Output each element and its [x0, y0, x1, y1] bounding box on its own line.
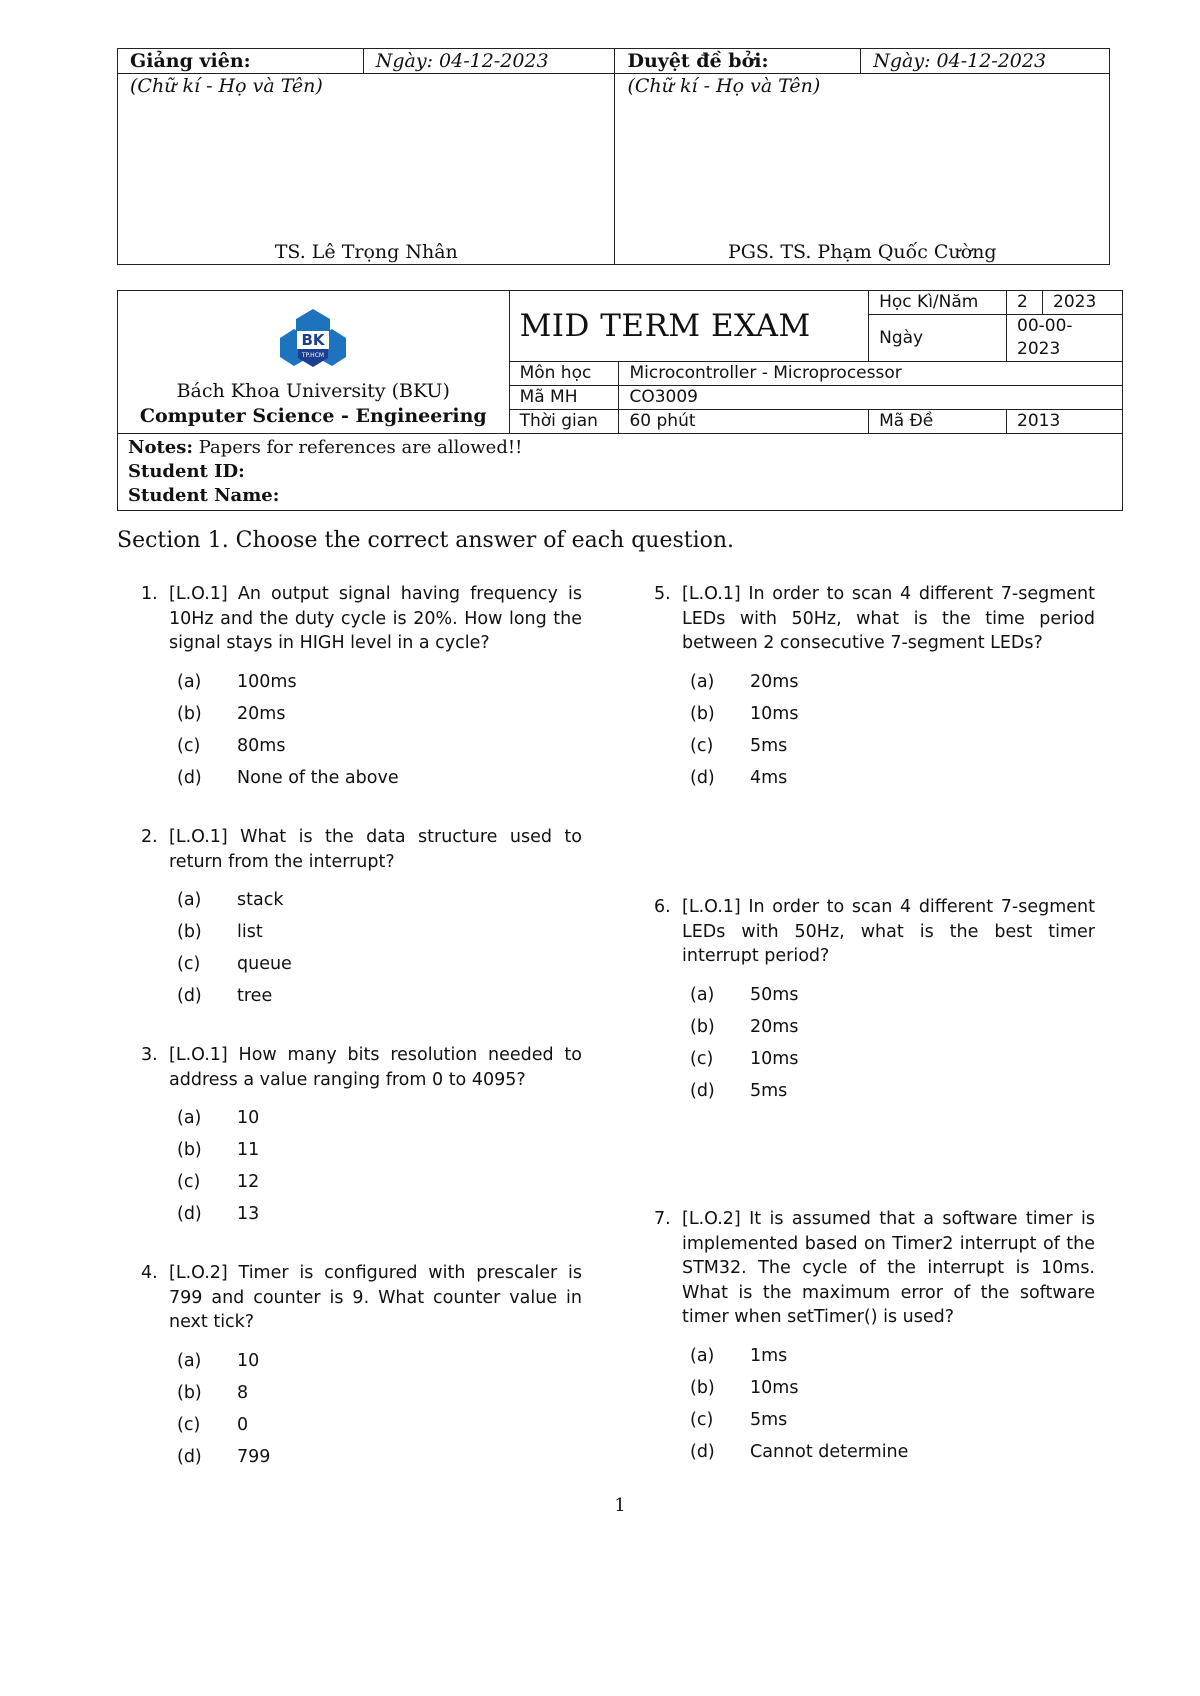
option-text: 20ms	[750, 671, 799, 692]
options-list	[117, 884, 582, 1012]
question-3	[117, 1043, 582, 1230]
page-number: 1	[614, 1495, 626, 1516]
options-list	[117, 1102, 582, 1230]
semester-value: 2	[1007, 291, 1043, 315]
question-4	[117, 1261, 582, 1473]
option-text: 1ms	[750, 1345, 788, 1366]
option-text: Cannot determine	[750, 1441, 909, 1462]
option-d	[117, 1198, 582, 1230]
option-label: (a)	[177, 1350, 202, 1371]
option-text: 5ms	[750, 1080, 788, 1101]
logo-subtext: TP.HCM	[302, 352, 325, 359]
option-a	[630, 666, 1095, 698]
option-c	[117, 1409, 582, 1441]
option-label: (d)	[690, 767, 715, 788]
student-id-label: Student ID:	[128, 461, 245, 482]
option-text: 0	[237, 1414, 249, 1435]
question-number: 2.	[141, 827, 158, 847]
option-d	[630, 762, 1095, 794]
option-label: (a)	[177, 671, 202, 692]
option-text: tree	[237, 986, 273, 1006]
option-label: (a)	[690, 671, 715, 692]
department-name: Computer Science - Engineering	[139, 405, 487, 427]
option-text: 10ms	[750, 703, 799, 724]
option-label: (c)	[690, 1409, 714, 1430]
exam-header-table	[117, 290, 1123, 511]
option-label: (d)	[177, 1446, 202, 1467]
option-text: 10	[237, 1350, 260, 1371]
option-label: (a)	[177, 890, 202, 910]
option-b	[630, 1372, 1095, 1404]
option-c	[630, 1043, 1095, 1075]
option-text: 12	[237, 1172, 260, 1192]
year-value: 2023	[1043, 291, 1123, 315]
option-text: 50ms	[750, 984, 799, 1005]
exam-title: MID TERM EXAM	[509, 291, 869, 362]
option-label: (c)	[690, 1048, 714, 1069]
option-c	[630, 730, 1095, 762]
exam-code-label: Mã Đề	[869, 410, 1007, 434]
options-list	[630, 1340, 1095, 1468]
option-text: list	[237, 922, 263, 942]
question-number: 3.	[141, 1045, 158, 1065]
option-text: 100ms	[237, 671, 297, 692]
option-text: 10ms	[750, 1377, 799, 1398]
question-text: [L.O.2] Timer is configured with prescaler is 799 and counter is 9. What counter value in next tick?	[169, 1263, 582, 1332]
option-text: 10ms	[750, 1048, 799, 1069]
question-6	[630, 895, 1095, 1107]
option-label: (b)	[690, 1377, 715, 1398]
semester-label: Học Kì/Năm	[869, 291, 1007, 315]
question-number: 5.	[654, 584, 671, 604]
option-text: 20ms	[237, 703, 286, 724]
option-text: 10	[237, 1108, 260, 1128]
option-text: 4ms	[750, 767, 788, 788]
duration-value: 60 phút	[619, 410, 869, 434]
notes-text: Papers for references are allowed!!	[198, 437, 523, 458]
option-label: (d)	[690, 1441, 715, 1462]
question-text: [L.O.1] An output signal having frequency is 10Hz and the duty cycle is 20%. How long the signal stays in HIGH level in a cycle?	[169, 584, 582, 653]
question-text: [L.O.1] In order to scan 4 different 7-segment LEDs with 50Hz, what is the time period between 2 consecutive 7-segment LEDs?	[682, 584, 1095, 653]
course-code-value: CO3009	[619, 386, 1123, 410]
option-d	[630, 1436, 1095, 1468]
option-b	[117, 698, 582, 730]
approver-date: Ngày: 04-12-2023	[861, 49, 1110, 74]
option-b	[630, 698, 1095, 730]
option-label: (a)	[690, 1345, 715, 1366]
option-text: 799	[237, 1446, 271, 1467]
approver-sign-hint: (Chữ kí - Họ và Tên)	[627, 75, 821, 97]
option-text: 80ms	[237, 735, 286, 756]
option-b	[117, 1134, 582, 1166]
option-a	[630, 979, 1095, 1011]
lecturer-name: TS. Lê Trọng Nhân	[274, 241, 458, 263]
option-label: (c)	[177, 1414, 201, 1435]
option-label: (a)	[177, 1108, 202, 1128]
options-list	[117, 1345, 582, 1473]
subject-value: Microcontroller - Microprocessor	[619, 362, 1123, 386]
option-a	[117, 1102, 582, 1134]
option-a	[117, 1345, 582, 1377]
date-label: Ngày	[869, 315, 1007, 362]
option-label: (b)	[177, 1382, 202, 1403]
lecturer-signature-box	[118, 74, 615, 265]
option-d	[630, 1075, 1095, 1107]
question-number: 4.	[141, 1263, 158, 1283]
approver-name: PGS. TS. Phạm Quốc Cường	[727, 241, 997, 263]
option-label: (b)	[690, 1016, 715, 1037]
exam-code-value: 2013	[1007, 410, 1123, 434]
option-text: 20ms	[750, 1016, 799, 1037]
duration-label: Thời gian	[509, 410, 619, 434]
approver-signature-box	[615, 74, 1110, 265]
option-label: (c)	[177, 735, 201, 756]
option-label: (b)	[177, 1140, 202, 1160]
option-d	[117, 980, 582, 1012]
option-b	[630, 1011, 1095, 1043]
option-d	[117, 1441, 582, 1473]
question-text: [L.O.1] In order to scan 4 different 7-segment LEDs with 50Hz, what is the best timer interrupt period?	[682, 897, 1095, 966]
question-2	[117, 825, 582, 1012]
option-c	[117, 948, 582, 980]
notes-cell	[118, 434, 1123, 511]
option-text: 8	[237, 1382, 249, 1403]
signature-table	[117, 48, 1110, 265]
question-number: 1.	[141, 584, 158, 604]
section-heading: Section 1. Choose the correct answer of each question.	[117, 528, 735, 553]
notes-label: Notes:	[128, 437, 194, 458]
option-d	[117, 762, 582, 794]
question-5	[630, 582, 1095, 794]
options-list	[630, 666, 1095, 794]
lecturer-sign-hint: (Chữ kí - Họ và Tên)	[130, 75, 323, 97]
option-text: stack	[237, 890, 284, 910]
option-label: (d)	[177, 767, 202, 788]
lecturer-label: Giảng viên:	[118, 49, 364, 74]
option-label: (d)	[177, 1204, 202, 1224]
question-number: 6.	[654, 897, 671, 917]
option-label: (c)	[177, 1172, 201, 1192]
options-list	[117, 666, 582, 794]
option-text: 5ms	[750, 1409, 788, 1430]
university-cell	[118, 291, 510, 434]
option-label: (a)	[690, 984, 715, 1005]
approver-label: Duyệt đề bởi:	[615, 49, 861, 74]
option-label: (b)	[690, 703, 715, 724]
option-text: 5ms	[750, 735, 788, 756]
option-a	[630, 1340, 1095, 1372]
question-number: 7.	[654, 1209, 671, 1229]
option-c	[117, 730, 582, 762]
question-text: [L.O.1] How many bits resolution needed to address a value ranging from 0 to 4095?	[169, 1045, 582, 1090]
option-label: (c)	[690, 735, 714, 756]
option-b	[117, 916, 582, 948]
option-label: (d)	[177, 986, 202, 1006]
subject-label: Môn học	[509, 362, 619, 386]
question-text: [L.O.1] What is the data structure used to return from the interrupt?	[169, 827, 582, 872]
date-value: 00-00-2023	[1007, 315, 1123, 362]
option-label: (d)	[690, 1080, 715, 1101]
option-text: 11	[237, 1140, 260, 1160]
option-text: 13	[237, 1204, 260, 1224]
question-1	[117, 582, 582, 794]
university-name: Bách Khoa University (BKU)	[176, 380, 450, 402]
course-code-label: Mã MH	[509, 386, 619, 410]
option-text: queue	[237, 954, 292, 974]
options-list	[630, 979, 1095, 1107]
option-c	[630, 1404, 1095, 1436]
option-label: (b)	[177, 922, 202, 942]
option-text: None of the above	[237, 767, 399, 788]
university-logo	[278, 307, 348, 373]
question-7	[630, 1207, 1095, 1468]
lecturer-date: Ngày: 04-12-2023	[363, 49, 615, 74]
student-name-label: Student Name:	[128, 485, 280, 506]
option-label: (c)	[177, 954, 201, 974]
option-a	[117, 884, 582, 916]
question-text: [L.O.2] It is assumed that a software timer is implemented based on Timer2 interrupt of the STM32. The cycle of the interrupt is 10ms. What is the maximum error of the software timer when setTimer() is used?	[682, 1209, 1095, 1327]
option-a	[117, 666, 582, 698]
option-label: (b)	[177, 703, 202, 724]
option-b	[117, 1377, 582, 1409]
option-c	[117, 1166, 582, 1198]
logo-text: BK	[301, 331, 325, 349]
